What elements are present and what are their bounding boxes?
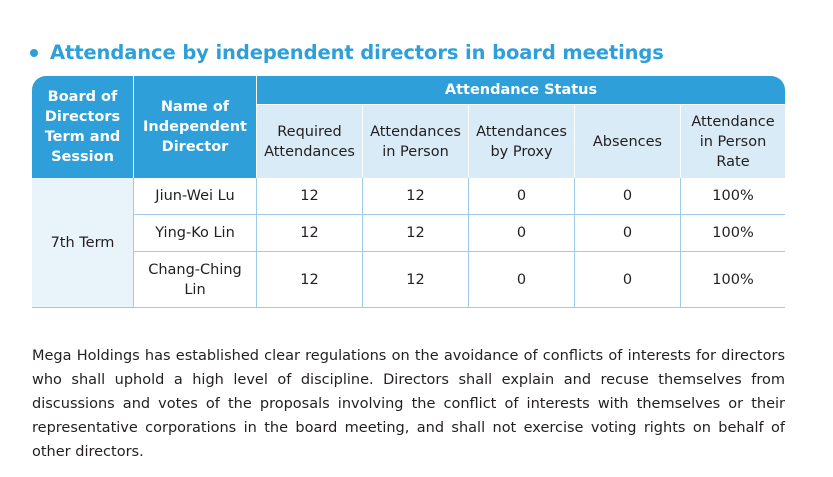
header-attendances-in-person: Attendances in Person	[363, 105, 469, 178]
proxy-cell: 0	[469, 215, 575, 252]
table-row	[32, 178, 785, 215]
header-attendances-by-proxy: Attendances by Proxy	[469, 105, 575, 178]
absences-cell: 0	[575, 252, 681, 308]
rate-cell: 100%	[681, 252, 785, 308]
header-absences: Absences	[575, 105, 681, 178]
in-person-cell: 12	[363, 252, 469, 308]
proxy-cell: 0	[469, 178, 575, 215]
director-name-cell: Ying-Ko Lin	[134, 215, 257, 252]
header-attendance-status: Attendance Status	[257, 76, 785, 105]
header-director-name: Name of Independent Director	[134, 76, 257, 178]
required-cell: 12	[257, 252, 363, 308]
attendance-table	[32, 76, 785, 308]
required-cell: 12	[257, 215, 363, 252]
in-person-cell: 12	[363, 215, 469, 252]
required-cell: 12	[257, 178, 363, 215]
term-cell: 7th Term	[32, 178, 134, 308]
header-attendance-rate: Attendance in Person Rate	[681, 105, 785, 178]
rate-cell: 100%	[681, 215, 785, 252]
director-name-cell: Chang-Ching Lin	[134, 252, 257, 308]
director-name-cell: Jiun-Wei Lu	[134, 178, 257, 215]
absences-cell: 0	[575, 178, 681, 215]
in-person-cell: 12	[363, 178, 469, 215]
header-required-attendances: Required Attendances	[257, 105, 363, 178]
table-row	[32, 215, 785, 252]
absences-cell: 0	[575, 215, 681, 252]
section-title: Attendance by independent directors in board meetings	[50, 40, 664, 64]
section-heading	[30, 36, 664, 68]
policy-paragraph: Mega Holdings has established clear regulations on the avoidance of conflicts of interests for directors who shall uphold a high level of discipline. Directors shall explain and recuse themselves from discussions and votes of the proposals involving the conflict of interests with themselves or their representative corporations in the board meeting, and shall not exercise voting rights on behalf of other directors.	[32, 347, 785, 460]
proxy-cell: 0	[469, 252, 575, 308]
table-row	[32, 252, 785, 308]
bullet-icon	[30, 49, 38, 57]
header-term-session: Board of Directors Term and Session	[32, 76, 134, 178]
rate-cell: 100%	[681, 178, 785, 215]
